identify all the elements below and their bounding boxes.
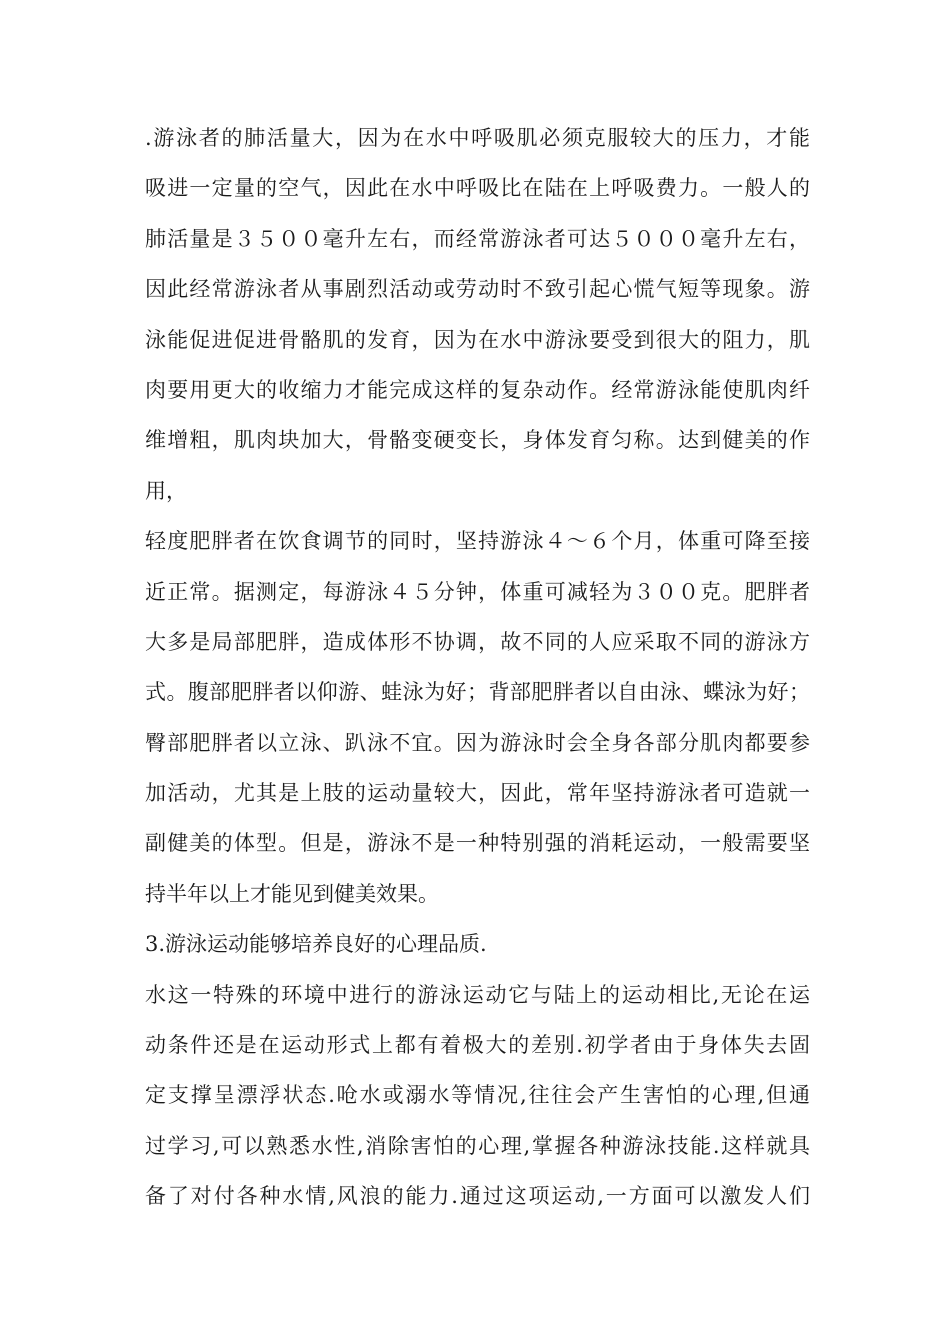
- text-line: 水这一特殊的环境中进行的游泳运动它与陆上的运动相比,无论在运: [145, 982, 810, 1007]
- text-line: 臀部肥胖者以立泳、趴泳不宜。因为游泳时会全身各部分肌肉都要参: [145, 730, 810, 755]
- paragraph-psychology: [145, 970, 810, 1222]
- text-line: 备了对付各种水情,风浪的能力.通过这项运动,一方面可以激发人们: [145, 1184, 810, 1209]
- text-line: 副健美的体型。但是，游泳不是一种特别强的消耗运动，一般需要坚: [145, 831, 810, 856]
- text-line: 加活动，尤其是上肢的运动量较大，因此，常年坚持游泳者可造就一: [145, 781, 810, 806]
- paragraph-lung-capacity: [145, 113, 810, 516]
- text-line: 近正常。据测定，每游泳４５分钟，体重可减轻为３００克。肥胖者: [145, 579, 810, 604]
- text-line: 定支撑呈漂浮状态.呛水或溺水等情况,往往会产生害怕的心理,但通: [145, 1083, 810, 1108]
- text-line: 因此经常游泳者从事剧烈活动或劳动时不致引起心慌气短等现象。游: [145, 277, 810, 302]
- text-line: 用，: [145, 478, 187, 503]
- body-text: [145, 113, 810, 1222]
- heading-text: 3.游泳运动能够培养良好的心理品质.: [145, 932, 487, 957]
- text-line: 过学习,可以熟悉水性,消除害怕的心理,掌握各种游泳技能.这样就具: [145, 1133, 810, 1158]
- text-line: 动条件还是在运动形式上都有着极大的差别.初学者由于身体失去固: [145, 1033, 810, 1058]
- text-line: 持半年以上才能见到健美效果。: [145, 881, 439, 906]
- text-line: 吸进一定量的空气，因此在水中呼吸比在陆在上呼吸费力。一般人的: [145, 176, 810, 201]
- text-line: 维增粗，肌肉块加大，骨骼变硬变长，身体发育匀称。达到健美的作: [145, 428, 810, 453]
- text-line: 泳能促进促进骨骼肌的发育，因为在水中游泳要受到很大的阻力，肌: [145, 327, 810, 352]
- text-line: 轻度肥胖者在饮食调节的同时，坚持游泳４～６个月，体重可降至接: [145, 529, 810, 554]
- text-line: 大多是局部肥胖，造成体形不协调，故不同的人应采取不同的游泳方: [145, 629, 810, 654]
- text-line: 式。腹部肥胖者以仰游、蛙泳为好；背部肥胖者以自由泳、蝶泳为好；: [145, 680, 810, 705]
- text-line: 肉要用更大的收缩力才能完成这样的复杂动作。经常游泳能使肌肉纤: [145, 377, 810, 402]
- section-heading: [145, 919, 810, 969]
- text-line: 肺活量是３５００毫升左右，而经常游泳者可达５０００毫升左右，: [145, 226, 810, 251]
- text-line: .游泳者的肺活量大，因为在水中呼吸肌必须克服较大的压力，才能: [145, 126, 810, 150]
- paragraph-weight-loss: [145, 516, 810, 919]
